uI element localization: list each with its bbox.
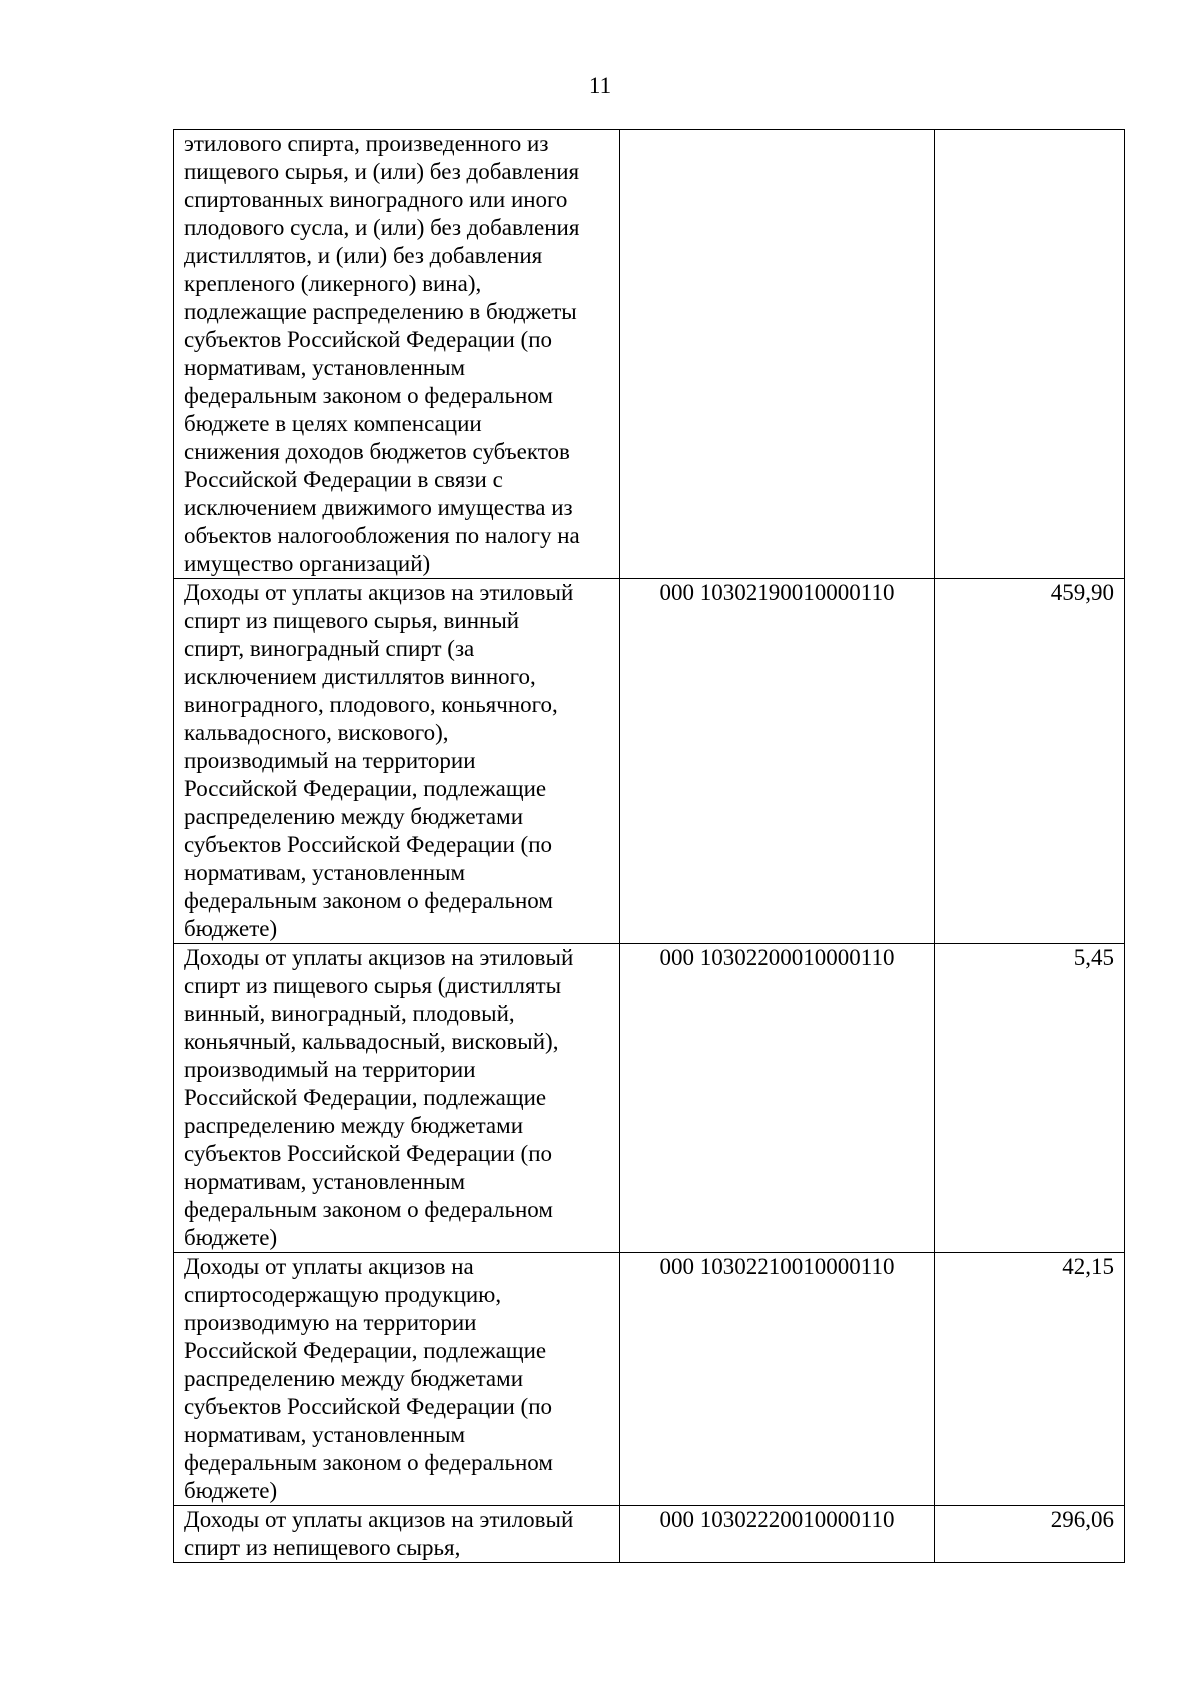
description-line: производимый на территории [184, 748, 476, 773]
description-line: виноградного, плодового, коньячного, [184, 692, 558, 717]
description-line: бюджете в целях компенсации [184, 411, 482, 436]
description-line: нормативам, установленным [184, 355, 466, 380]
description-cell [174, 130, 620, 579]
amount-cell: 5,45 [935, 944, 1125, 1253]
description-line: федеральным законом о федеральном [184, 1450, 553, 1475]
budget-code-cell: 000 10302200010000110 [620, 944, 935, 1253]
description-line: федеральным законом о федеральном [184, 383, 553, 408]
description-line: спирт, виноградный спирт (за [184, 636, 475, 661]
budget-code-cell: 000 10302220010000110 [620, 1506, 935, 1563]
description-line: коньячный, кальвадосный, висковый), [184, 1029, 559, 1054]
description-line: Российской Федерации, подлежащие [184, 1085, 547, 1110]
description-line: спирт из пищевого сырья, винный [184, 608, 520, 633]
table-row [174, 1253, 1125, 1506]
revenue-table-body [174, 130, 1125, 1563]
budget-code-cell [620, 130, 935, 579]
description-line: дистиллятов, и (или) без добавления [184, 243, 543, 268]
table-row [174, 579, 1125, 944]
description-line: исключением движимого имущества из [184, 495, 573, 520]
description-line: Доходы от уплаты акцизов на этиловый [184, 945, 574, 970]
description-line: производимую на территории [184, 1310, 477, 1335]
description-line: спиртованных виноградного или иного [184, 187, 568, 212]
description-line: Российской Федерации, подлежащие [184, 776, 547, 801]
budget-code-cell: 000 10302190010000110 [620, 579, 935, 944]
description-line: пищевого сырья, и (или) без добавления [184, 159, 580, 184]
description-line: бюджете) [184, 916, 278, 941]
description-line: Российской Федерации в связи с [184, 467, 503, 492]
amount-cell: 459,90 [935, 579, 1125, 944]
description-line: плодового сусла, и (или) без добавления [184, 215, 580, 240]
description-line: Российской Федерации, подлежащие [184, 1338, 547, 1363]
description-line: Доходы от уплаты акцизов на этиловый [184, 1507, 574, 1532]
description-line: федеральным законом о федеральном [184, 1197, 553, 1222]
description-line: спирт из непищевого сырья, [184, 1535, 461, 1560]
description-line: бюджете) [184, 1225, 278, 1250]
amount-cell [935, 130, 1125, 579]
description-line: бюджете) [184, 1478, 278, 1503]
description-cell [174, 944, 620, 1253]
description-line: крепленого (ликерного) вина), [184, 271, 482, 296]
description-line: нормативам, установленным [184, 1169, 466, 1194]
description-line: субъектов Российской Федерации (по [184, 1394, 552, 1419]
description-line: подлежащие распределению в бюджеты [184, 299, 577, 324]
description-line: нормативам, установленным [184, 1422, 466, 1447]
description-line: субъектов Российской Федерации (по [184, 832, 552, 857]
table-row [174, 1506, 1125, 1563]
description-line: распределению между бюджетами [184, 804, 524, 829]
description-line: нормативам, установленным [184, 860, 466, 885]
description-line: кальвадосного, вискового), [184, 720, 449, 745]
description-line: винный, виноградный, плодовый, [184, 1001, 515, 1026]
description-line: распределению между бюджетами [184, 1366, 524, 1391]
description-line: Доходы от уплаты акцизов на этиловый [184, 580, 574, 605]
page-number: 11 [588, 73, 612, 98]
budget-code-cell: 000 10302210010000110 [620, 1253, 935, 1506]
description-line: спирт из пищевого сырья (дистилляты [184, 973, 562, 998]
description-line: субъектов Российской Федерации (по [184, 327, 552, 352]
description-cell [174, 1253, 620, 1506]
amount-cell: 296,06 [935, 1506, 1125, 1563]
revenue-table [173, 129, 1125, 1563]
description-line: снижения доходов бюджетов субъектов [184, 439, 570, 464]
description-line: объектов налогообложения по налогу на [184, 523, 580, 548]
amount-cell: 42,15 [935, 1253, 1125, 1506]
description-line: спиртосодержащую продукцию, [184, 1282, 502, 1307]
description-line: федеральным законом о федеральном [184, 888, 553, 913]
description-line: имущество организаций) [184, 551, 431, 576]
description-line: этилового спирта, произведенного из [184, 131, 549, 156]
table-row [174, 130, 1125, 579]
description-cell [174, 1506, 620, 1563]
description-cell [174, 579, 620, 944]
description-line: производимый на территории [184, 1057, 476, 1082]
description-line: Доходы от уплаты акцизов на [184, 1254, 474, 1279]
description-line: распределению между бюджетами [184, 1113, 524, 1138]
description-line: субъектов Российской Федерации (по [184, 1141, 552, 1166]
description-line: исключением дистиллятов винного, [184, 664, 536, 689]
table-row [174, 944, 1125, 1253]
